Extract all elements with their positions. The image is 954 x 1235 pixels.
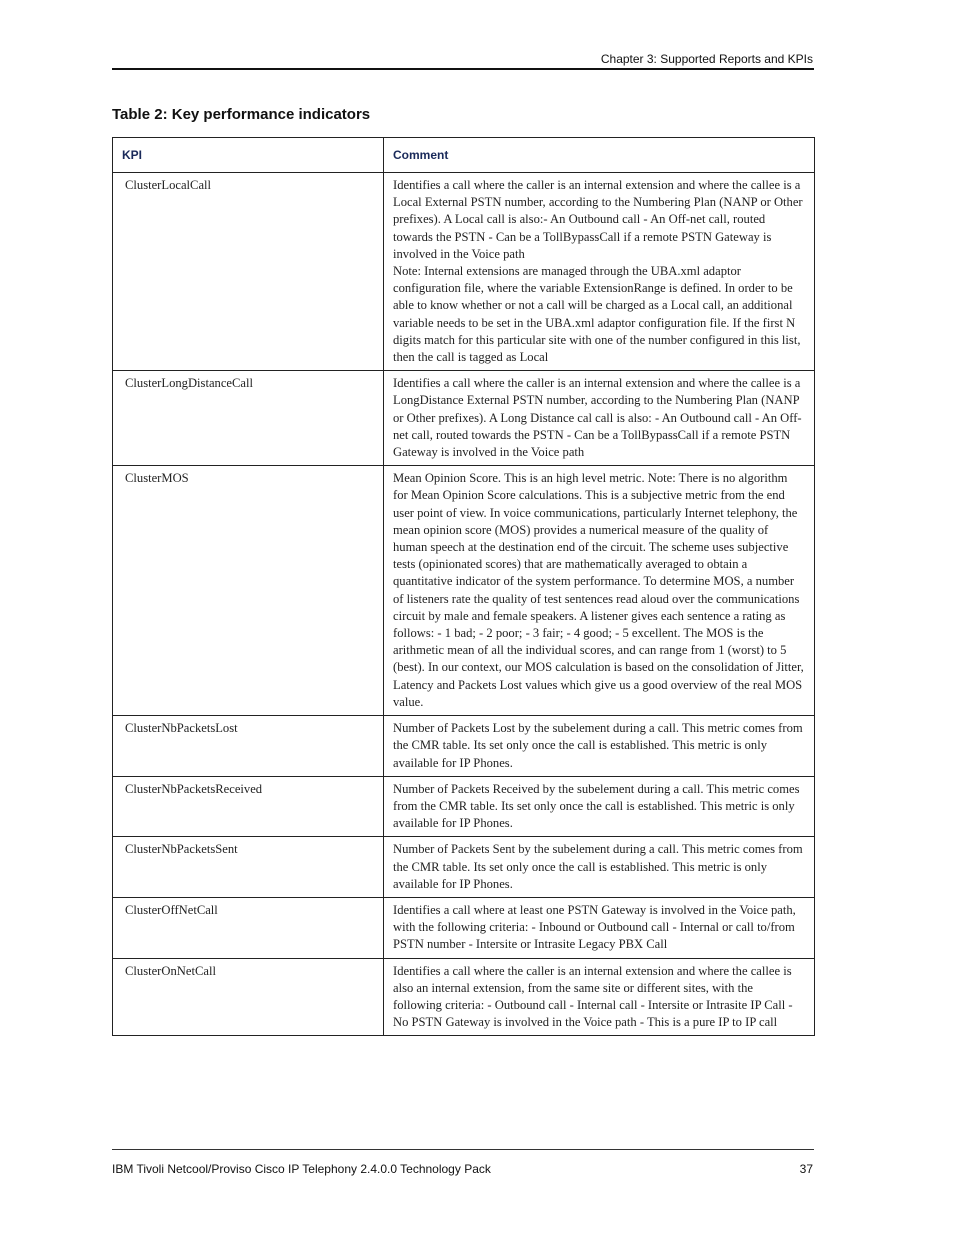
table-row [113,958,815,1036]
column-header-comment: Comment [384,138,815,173]
kpi-name: ClusterNbPacketsLost [113,716,384,777]
kpi-name: ClusterNbPacketsReceived [113,776,384,837]
table-row [113,466,815,716]
page-number: 37 [799,1162,813,1176]
kpi-comment: Number of Packets Received by the subelement during a call. This metric comes from the CMR table. Its set only once the call is established. This metric is only available for IP Phones. [384,776,815,837]
header-divider [112,68,814,70]
kpi-comment [384,173,815,371]
kpi-comment: Number of Packets Sent by the subelement during a call. This metric comes from the CMR table. Its set only once the call is established. This metric is only available for IP Phones. [384,837,815,898]
comment-text: Identifies a call where the caller is an internal extension and where the callee is a Local External PSTN number, according to the Numbering Plan (NANP or Other prefixes). A Local call is also:- An Outbound call - An Off-net call, routed towards the PSTN - Can be a TollBypassCall if a remote PSTN Gateway is involved in the Voice path Note: Internal extensions are managed through the UBA.xml adaptor configuration file, where the variable ExtensionRange is defined. In order to be able to know whether or not a call will be charged as a Local call, an additional variable needs to be set in the UBA.xml adaptor configuration file. If the first N digits match for this particular site with one of the number configured in this list, then the call is tagged as Local [393,178,803,365]
table-row [113,776,815,837]
kpi-table [112,137,815,1036]
kpi-name: ClusterOnNetCall [113,958,384,1036]
kpi-comment: Identifies a call where at least one PSTN Gateway is involved in the Voice path, with the following criteria: - Inbound or Outbound call - Internal or call to/from PSTN number - Intersite or Intrasite Legacy PBX Call [384,897,815,958]
table-row [113,837,815,898]
kpi-name: ClusterNbPacketsSent [113,837,384,898]
table-row [113,173,815,371]
kpi-comment: Identifies a call where the caller is an internal extension and where the callee is also an internal extension, from the same site or different sites, with the following criteria: - Outbound call - Internal call - Intersite or Intrasite IP Call - No PSTN Gateway is involved in the Voice path - This is a pure IP to IP call [384,958,815,1036]
table-row [113,716,815,777]
footer-product-name: IBM Tivoli Netcool/Proviso Cisco IP Telephony 2.4.0.0 Technology Pack [112,1162,491,1176]
kpi-comment: Mean Opinion Score. This is an high level metric. Note: There is no algorithm for Mean Opinion Score calculations. This is a subjective metric from the end user point of view. In voice communications, particularly Internet telephony, the mean opinion score (MOS) provides a numerical measure of the quality of human speech at the destination end of the circuit. The scheme uses subjective tests (opinionated scores) that are mathematically averaged to obtain a quantitative indicator of the system performance. To determine MOS, a number of listeners rate the quality of test sentences read aloud over the communications circuit by male and female speakers. A listener gives each sentence a rating as follows: - 1 bad; - 2 poor; - 3 fair; - 4 good; - 5 excellent. The MOS is the arithmetic mean of all the individual scores, and can range from 1 (worst) to 5 (best). In our context, our MOS calculation is based on the consolidation of Jitter, Latency and Packets Lost values which give us a good overview of the real MOS value. [384,466,815,716]
column-header-kpi: KPI [113,138,384,173]
table-row [113,371,815,466]
kpi-comment: Identifies a call where the caller is an internal extension and where the callee is a LongDistance External PSTN number, according to the Numbering Plan (NANP or Other prefixes). A Long Distance cal call is also: - An Outbound call - An Off-net call, routed towards the PSTN - Can be a TollBypassCall if a remote PSTN Gateway is involved in the Voice path [384,371,815,466]
kpi-comment: Number of Packets Lost by the subelement during a call. This metric comes from the CMR table. Its set only once the call is established. This metric is only available for IP Phones. [384,716,815,777]
kpi-name: ClusterLocalCall [113,173,384,371]
footer-divider [112,1149,814,1150]
kpi-name: ClusterLongDistanceCall [113,371,384,466]
running-header: Chapter 3: Supported Reports and KPIs [600,52,813,66]
kpi-name: ClusterMOS [113,466,384,716]
table-title: Table 2: Key performance indicators [112,106,371,123]
table-header-row [113,138,815,173]
table-row [113,897,815,958]
kpi-name: ClusterOffNetCall [113,897,384,958]
